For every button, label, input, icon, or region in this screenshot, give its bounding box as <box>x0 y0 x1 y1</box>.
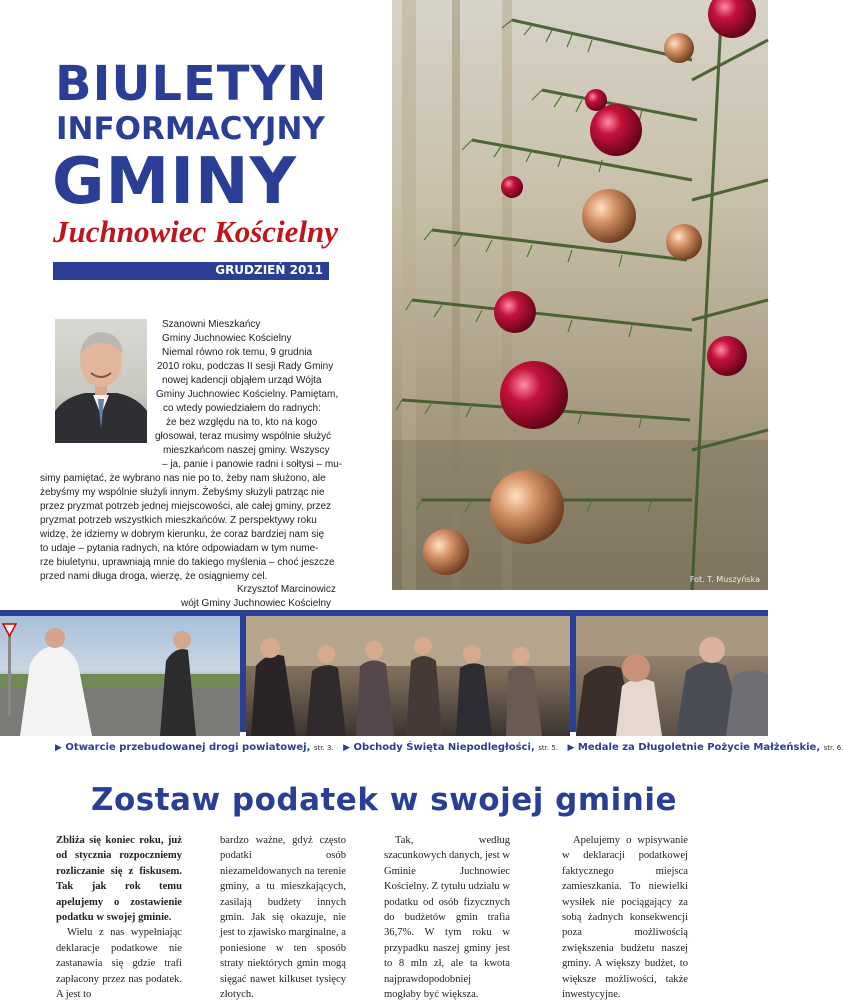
letter-line: 2010 roku, podczas II sesji Rady Gminy <box>157 361 334 372</box>
caption-page-ref: str. 3. <box>313 744 334 752</box>
letter-line: Szanowni Mieszkańcy <box>162 319 261 330</box>
letter-line: Niemal równo rok temu, 9 grudnia <box>162 347 313 358</box>
article-column-2 <box>220 833 346 1002</box>
letter-line: simy pamiętać, że wybrano nas nie po to, żeby nam służono, ale <box>40 473 326 484</box>
triangle-bullet-icon: ▶ <box>343 743 351 753</box>
letter-line: to udaje – pytania radnych, na które odpowiadam w tym nume- <box>40 543 319 554</box>
christmas-tree-illustration <box>392 0 768 590</box>
photo-independence-day <box>246 616 570 736</box>
photo-credit: Fot. T. Muszyńska <box>689 575 760 584</box>
letter-line: że bez względu na to, kto na kogo <box>166 417 318 428</box>
article-paragraph: bardzo ważne, gdyż często podatki osób niezameldowanych na terenie gminy, a tu mieszkających, zasilają budżety innych gmin. Jak się okazuje, nie jest to zjawisko marginalne, a poniesione w ten sposób straty niektórych gmin mogą sięgać nawet kilkuset tysięcy złotych. <box>220 835 347 1001</box>
caption-marriage-medals[interactable] <box>567 742 843 753</box>
photo-captions <box>55 742 843 753</box>
masthead-title-biuletyn: BIULETYN <box>55 56 328 112</box>
masthead-title-informacyjny: INFORMACYJNY <box>56 111 325 147</box>
letter-line: co wtedy powiedziałem do radnych: <box>163 403 321 414</box>
letter-line: nowej kadencji objąłem urząd Wójta <box>162 375 322 386</box>
letter-line: mieszkańcom naszej gminy. Wszyscy <box>163 445 330 456</box>
letter-line: widzę, że idziemy w dobrym kierunku, że coraz bardziej nam się <box>40 529 324 540</box>
article-paragraph: Tak, według szacunkowych danych, jest w Gminie Juchnowiec Kościelny. Z tytułu udziału w podatku od osób fizycznych do budżetów gmin trafia 36,7%. W tym roku w przypadku naszej gminy jest to 8 mln zł, ale ta kwota najprawdopodobniej mogłaby być większa. <box>384 835 510 1001</box>
article-paragraph: Wielu z nas wypełniając deklaracje podatkowe nie zastanawia się gdzie trafi zapłacony przez nas podatek. A jest to <box>56 927 182 1001</box>
photo-road-opening <box>0 616 240 736</box>
issue-date-bar <box>53 262 329 280</box>
hero-photo-christmas-tree <box>392 0 768 590</box>
portrait-illustration <box>55 319 147 443</box>
letter-line: rze biuletynu, uprawniają mnie do takiego myślenia – choć jeszcze <box>40 557 335 568</box>
triangle-bullet-icon: ▶ <box>567 743 575 753</box>
caption-text: Medale za Długoletnie Pożycie Małżeńskie, <box>577 742 821 753</box>
marriage-medals-illustration <box>576 616 768 736</box>
caption-page-ref: str. 5. <box>538 744 558 752</box>
letter-signature-name: Krzysztof Marcinowicz <box>237 584 336 595</box>
independence-day-illustration <box>246 616 570 736</box>
masthead-title-gminy: GMINY <box>52 145 297 219</box>
letter-line: pryzmat potrzeb wszystkich mieszkańców. Z perspektywy roku <box>40 515 317 526</box>
letter-line: głosował, teraz musimy wspólnie służyć <box>155 431 332 442</box>
caption-text: Obchody Święta Niepodległości, <box>353 742 535 753</box>
caption-road-opening[interactable] <box>55 742 337 753</box>
letter-line: Gminy Juchnowiec Kościelny. Pamiętam, <box>156 389 339 400</box>
article-column-1 <box>56 833 182 1002</box>
letter-line: przez pryzmat potrzeb jednej miejscowości, ale całej gminy, przez <box>40 501 332 512</box>
portrait-photo-mayor <box>55 319 147 443</box>
issue-date: GRUDZIEŃ 2011 <box>215 263 323 277</box>
article-headline: Zostaw podatek w swojej gminie <box>91 782 677 818</box>
article-column-3 <box>384 833 510 1002</box>
photo-marriage-medals <box>576 616 768 736</box>
caption-independence-day[interactable] <box>343 742 561 753</box>
letter-line: przed nami długa droga, wierzę, że osiągniemy cel. <box>40 571 268 582</box>
letter-signature-title: wójt Gminy Juchnowiec Kościelny <box>181 598 332 609</box>
article-lead: Zbliża się koniec roku, już od stycznia rozpoczniemy rozliczanie się z fiskusem. Tak jak rok temu apelujemy o zostawienie podatku w swojej gminie. <box>56 835 182 924</box>
article-column-4 <box>562 833 688 1002</box>
letter-line: Gminy Juchnowiec Kościelny <box>162 333 292 344</box>
triangle-bullet-icon: ▶ <box>55 743 62 753</box>
article-paragraph: Apelujemy o wpisywanie w deklaracji podatkowej faktycznego miejsca zamieszkania. To niewielki wysiłek nie pociągający za sobą żadnych konsekwencji poza możliwością zwiększenia budżetu naszej gminy. A większy budżet, to większe możliwości, także inwestycyjne. <box>562 835 688 1001</box>
road-opening-illustration <box>0 616 240 736</box>
masthead-municipality: Juchnowiec Kościelny <box>53 214 339 249</box>
caption-page-ref: str. 6. <box>823 744 843 752</box>
caption-text: Otwarcie przebudowanej drogi powiatowej, <box>65 742 311 753</box>
letter-line: żebyśmy my wspólnie służyli innym. Żebyśmy służyli patrząc nie <box>40 487 325 498</box>
letter-line: – ja, panie i panowie radni i sołtysi – mu- <box>162 459 343 470</box>
